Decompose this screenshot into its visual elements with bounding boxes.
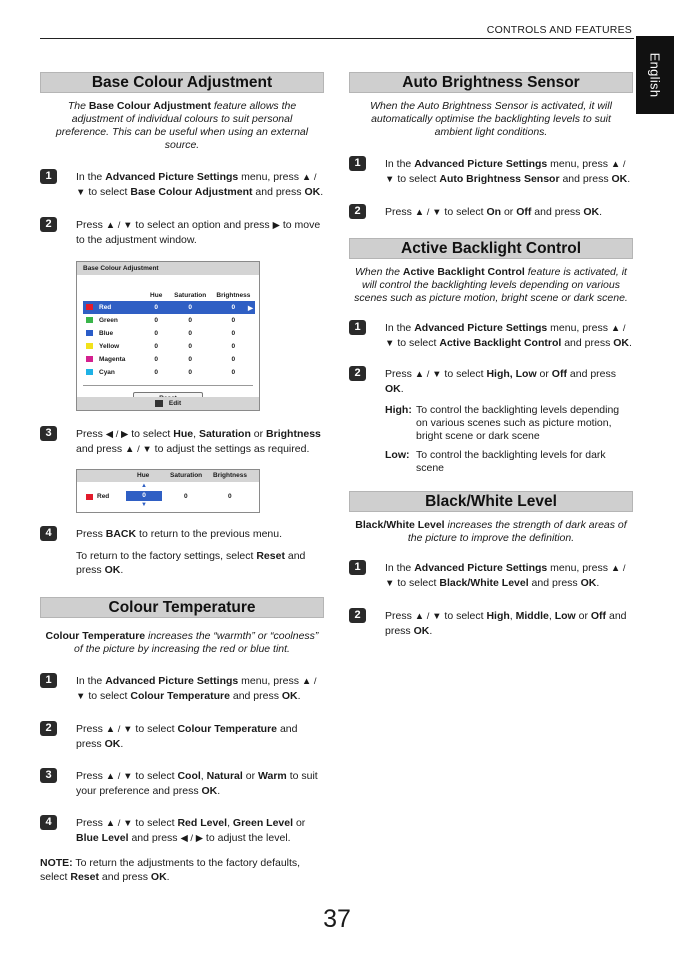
- step-bold: OK: [104, 738, 121, 750]
- edit-key-icon: [155, 400, 163, 407]
- step-bold: OK: [611, 173, 628, 185]
- step-text: In the: [385, 562, 415, 574]
- step-text: In the: [76, 675, 106, 687]
- step-text: Press: [76, 723, 106, 735]
- step-text: .: [320, 186, 324, 198]
- step-text: In the: [385, 322, 415, 334]
- adjustment-screen: [76, 469, 260, 513]
- hue-value-box[interactable]: 0: [126, 491, 162, 501]
- step-bold: OK: [583, 206, 600, 218]
- up-down-arrows-icon: ▲ / ▼: [125, 444, 152, 455]
- intro-text: increases the strength of dark areas of the picture to improve the definition.: [407, 519, 627, 544]
- step-text: and press: [531, 206, 584, 218]
- step-number: 1: [349, 560, 366, 575]
- colour-temp-title: Colour Temperature: [40, 597, 324, 618]
- step-number: 4: [40, 815, 57, 830]
- up-down-arrows-icon: ▲ / ▼: [105, 724, 133, 735]
- step-bold: Active Backlight Control: [439, 337, 562, 349]
- bw-level-step-2: [349, 609, 633, 638]
- active-backlight-step-2: [349, 367, 633, 475]
- step-bold: Blue Level: [76, 832, 129, 844]
- colour-table: [83, 289, 255, 379]
- step-text: ,: [227, 817, 233, 829]
- step-bold: Saturation: [198, 428, 251, 440]
- colour-temp-step-2: [40, 722, 324, 751]
- up-down-arrows-icon: ▲ / ▼: [385, 159, 626, 185]
- step-bold: OK: [385, 383, 401, 395]
- intro-text: feature is activated, it will control the backlighting levels depending on various scenes such as picture motion, bright scene or dark scene.: [354, 266, 628, 304]
- divider: [83, 385, 253, 386]
- table-row[interactable]: [83, 327, 255, 340]
- up-down-arrows-icon: ▲ / ▼: [385, 563, 626, 589]
- base-colour-menu-screen: [76, 261, 260, 411]
- step-number: 1: [349, 156, 366, 171]
- step-bold: Red Level: [177, 817, 228, 829]
- brightness-value: 0: [231, 369, 236, 376]
- step-text: Press: [76, 428, 106, 440]
- colour-temp-step-4: [40, 816, 324, 846]
- table-row[interactable]: [83, 353, 255, 366]
- step-text: or: [501, 206, 517, 218]
- base-colour-title: Base Colour Adjustment: [40, 72, 324, 93]
- step-bold: Advanced Picture Settings: [105, 675, 239, 687]
- step-text: ,: [548, 610, 555, 622]
- step-text: ,: [509, 610, 516, 622]
- saturation-value: 0: [188, 330, 192, 337]
- saturation-value: 0: [188, 343, 192, 350]
- base-colour-step-4: [40, 527, 324, 577]
- base-colour-intro: [44, 100, 320, 152]
- low-definition: [385, 449, 633, 475]
- magenta-swatch: [86, 356, 93, 362]
- step-text: Press: [76, 770, 106, 782]
- step-bold: BACK: [105, 528, 137, 540]
- reset-note: [76, 549, 324, 577]
- step-text: to select: [132, 817, 178, 829]
- step-bold: Advanced Picture Settings: [414, 158, 548, 170]
- auto-brightness-intro: When the Auto Brightness Sensor is activated, it will automatically optimise the backlighting levels to suit ambient light conditions.: [370, 100, 612, 138]
- table-header: [83, 289, 255, 301]
- step-text: and press: [76, 723, 298, 750]
- table-row[interactable]: [83, 340, 255, 353]
- hue-value: 0: [154, 317, 158, 324]
- note-text: To return the adjustments to the factory defaults, select: [40, 857, 301, 883]
- step-text: and press: [252, 186, 305, 198]
- left-right-arrows-icon: ◀ / ▶: [180, 833, 204, 844]
- adjustment-row: [77, 482, 259, 512]
- high-description: To control the backlighting levels depending on various scenes such as picture motion, bright scene or dark scene: [416, 404, 620, 442]
- step-text: .: [120, 564, 124, 576]
- up-down-arrows-icon: ▲ / ▼: [385, 323, 626, 349]
- step-text: to select an option and press: [132, 219, 273, 231]
- up-down-arrows-icon: ▲ / ▼: [105, 818, 133, 829]
- up-down-arrows-icon: ▲ / ▼: [414, 369, 442, 380]
- step-text: .: [297, 690, 301, 702]
- step-text: to select: [394, 577, 440, 589]
- step-bold: On: [486, 206, 502, 218]
- step-bold: Off: [590, 610, 607, 622]
- step-text: to move to the adjustment window.: [76, 219, 321, 246]
- step-bold: Low: [554, 610, 576, 622]
- bw-level-title: Black/White Level: [349, 491, 633, 512]
- step-text: to return to the previous menu.: [136, 528, 283, 540]
- up-arrow-icon[interactable]: ▲: [141, 483, 147, 489]
- edit-label: Edit: [168, 400, 182, 407]
- step-text: to adjust the level.: [203, 832, 291, 844]
- step-bold: Natural: [206, 770, 243, 782]
- intro-bold: Black/White Level: [355, 519, 445, 531]
- step-number: 3: [40, 768, 57, 783]
- adjustment-header: [77, 470, 259, 482]
- red-swatch: [86, 494, 93, 500]
- step-text: and press: [561, 337, 614, 349]
- step-text: to select: [132, 770, 178, 782]
- intro-text: When the: [355, 266, 403, 278]
- step-text: In the: [385, 158, 415, 170]
- intro-bold: Colour Temperature: [45, 630, 146, 642]
- step-text: ,: [200, 770, 207, 782]
- step-text: .: [627, 173, 631, 185]
- step-bold: OK: [613, 337, 629, 349]
- step-text: to suit your preference and press: [76, 770, 318, 797]
- saturation-value: 0: [184, 493, 188, 500]
- step-text: Press: [76, 219, 106, 231]
- table-row[interactable]: [83, 314, 255, 327]
- step-bold: Brightness: [266, 428, 321, 440]
- step-text: or: [575, 610, 591, 622]
- step-text: and press: [229, 690, 282, 702]
- note-text: and press: [98, 871, 151, 883]
- col-saturation: Saturation: [170, 472, 203, 479]
- step-text: .: [629, 337, 632, 349]
- step-bold: Green Level: [232, 817, 294, 829]
- blue-swatch: [86, 330, 93, 336]
- step-bold: OK: [201, 785, 218, 797]
- intro-bold: Base Colour Adjustment: [88, 100, 211, 112]
- intro-text: The: [67, 100, 89, 112]
- screen-footer: [77, 397, 259, 410]
- low-description: To control the backlighting levels for dark scene: [416, 449, 606, 474]
- step-bold: Black/White Level: [439, 577, 529, 589]
- language-tab: [636, 36, 674, 114]
- cyan-swatch: [86, 369, 93, 375]
- step-bold: High, Low: [486, 368, 537, 380]
- step-bold: Colour Temperature: [130, 690, 230, 702]
- step-text: to select: [85, 186, 131, 198]
- col-hue: Hue: [150, 291, 163, 299]
- step-number: 1: [349, 320, 366, 335]
- step-text: or: [536, 368, 552, 380]
- step-text: In the: [76, 171, 106, 183]
- step-text: to select: [85, 690, 131, 702]
- step-number: 3: [40, 426, 57, 441]
- hue-value: 0: [144, 301, 169, 314]
- step-text: and press: [528, 577, 581, 589]
- step-text: menu, press: [547, 158, 611, 170]
- active-backlight-intro: [353, 266, 629, 305]
- up-down-arrows-icon: ▲ / ▼: [414, 207, 442, 218]
- hue-value: 0: [154, 356, 158, 363]
- step-text: to select: [128, 428, 174, 440]
- step-text: Press: [385, 368, 415, 380]
- auto-brightness-title: Auto Brightness Sensor: [349, 72, 633, 93]
- up-down-arrows-icon: ▲ / ▼: [76, 172, 317, 198]
- colour-temp-note: [40, 856, 324, 884]
- row-label: Red: [97, 493, 110, 500]
- bw-level-intro: [353, 519, 629, 545]
- step-text: .: [596, 577, 600, 589]
- step-bold: Hue: [173, 428, 194, 440]
- colour-temp-step-3: [40, 769, 324, 798]
- step-bold: OK: [580, 577, 597, 589]
- yellow-swatch: [86, 343, 93, 349]
- step-text: .: [429, 625, 433, 637]
- step-number: 2: [349, 366, 366, 381]
- step-number: 1: [40, 169, 57, 184]
- step-text: menu, press: [547, 562, 611, 574]
- step-text: To return to the factory settings, select: [76, 550, 257, 562]
- col-brightness: Brightness: [216, 291, 251, 299]
- step-text: Press: [385, 610, 415, 622]
- row-label: Magenta: [99, 356, 126, 363]
- base-colour-step-2: [40, 218, 324, 247]
- hue-value: 0: [154, 330, 158, 337]
- step-text: or: [250, 428, 267, 440]
- brightness-value: 0: [231, 317, 236, 324]
- step-text: menu, press: [238, 675, 302, 687]
- up-down-arrows-icon: ▲ / ▼: [414, 611, 442, 622]
- step-text: .: [217, 785, 221, 797]
- saturation-value: 0: [188, 317, 192, 324]
- brightness-value: 0: [231, 356, 236, 363]
- step-number: 1: [40, 673, 57, 688]
- up-down-arrows-icon: ▲ / ▼: [105, 771, 133, 782]
- note-bold: Reset: [70, 871, 99, 883]
- colour-temp-step-1: [40, 674, 324, 704]
- active-backlight-step-1: [349, 321, 633, 351]
- low-term: Low:: [385, 449, 410, 461]
- step-text: and press: [76, 550, 306, 576]
- base-colour-step-1: [40, 170, 324, 200]
- step-text: to select: [132, 723, 178, 735]
- green-swatch: [86, 317, 93, 323]
- step-bold: Advanced Picture Settings: [414, 562, 548, 574]
- step-text: .: [599, 206, 603, 218]
- base-colour-step-3: [40, 427, 324, 457]
- screen-title: Base Colour Adjustment: [77, 262, 259, 275]
- step-bold: Colour Temperature: [177, 723, 278, 735]
- step-text: and press: [76, 443, 126, 455]
- step-text: ,: [193, 428, 199, 440]
- page-number: 37: [323, 905, 351, 933]
- intro-text: increases the “warmth” or “coolness” of the picture by increasing the red or blue tint.: [74, 630, 319, 655]
- row-label: Red: [99, 304, 112, 311]
- step-bold: Off: [516, 206, 532, 218]
- step-bold: Middle: [515, 610, 549, 622]
- step-bold: OK: [104, 564, 121, 576]
- running-header: CONTROLS AND FEATURES: [486, 24, 632, 36]
- step-number: 2: [349, 608, 366, 623]
- step-text: to select: [441, 610, 487, 622]
- right-column: [349, 72, 633, 638]
- active-backlight-title: Active Backlight Control: [349, 238, 633, 259]
- saturation-value: 0: [188, 356, 192, 363]
- step-text: to select: [441, 368, 487, 380]
- step-number: 4: [40, 526, 57, 541]
- step-bold: Advanced Picture Settings: [105, 171, 239, 183]
- down-arrow-icon[interactable]: ▼: [141, 502, 147, 508]
- left-column: [40, 72, 324, 884]
- hue-value: 0: [154, 343, 158, 350]
- col-hue: Hue: [137, 472, 150, 479]
- step-text: Press: [76, 817, 106, 829]
- table-row[interactable]: [83, 366, 255, 379]
- row-label: Cyan: [99, 369, 115, 376]
- step-text: to select: [394, 337, 440, 349]
- step-text: to select: [441, 206, 487, 218]
- step-bold: Warm: [257, 770, 287, 782]
- auto-brightness-step-1: [349, 157, 633, 187]
- step-text: or: [242, 770, 258, 782]
- table-row[interactable]: [83, 301, 255, 314]
- step-bold: OK: [281, 690, 298, 702]
- saturation-value: 0: [169, 301, 212, 314]
- red-swatch: [86, 304, 93, 310]
- high-term: High:: [385, 404, 412, 416]
- saturation-value: 0: [188, 369, 192, 376]
- step-bold: Cool: [177, 770, 201, 782]
- step-text: .: [400, 383, 404, 395]
- auto-brightness-step-2: [349, 205, 633, 220]
- step-text: Press: [76, 528, 106, 540]
- step-text: or: [293, 817, 306, 829]
- intro-bold: Active Backlight Control: [402, 266, 525, 278]
- step-bold: OK: [304, 186, 321, 198]
- header-rule: [40, 38, 634, 39]
- step-text: .: [120, 738, 124, 750]
- step-text: Press: [385, 206, 415, 218]
- step-text: menu, press: [238, 171, 302, 183]
- step-bold: Base Colour Adjustment: [130, 186, 253, 198]
- step-text: and press: [128, 832, 181, 844]
- colour-temp-intro: [44, 630, 320, 656]
- step-number: 2: [40, 217, 57, 232]
- right-arrow-icon: ▶: [248, 305, 253, 312]
- row-label: Blue: [99, 330, 114, 337]
- step-text: and press: [385, 610, 627, 637]
- step-text: and press: [566, 368, 616, 380]
- row-label: Green: [99, 317, 118, 324]
- step-bold: Reset: [256, 550, 285, 562]
- step-text: menu, press: [547, 322, 611, 334]
- note-text: .: [166, 871, 170, 883]
- note-label: NOTE:: [40, 857, 73, 869]
- step-text: to adjust the settings as required.: [151, 443, 310, 455]
- high-definition: [385, 404, 633, 443]
- left-right-arrows-icon: ◀ / ▶: [105, 429, 129, 440]
- step-number: 2: [40, 721, 57, 736]
- intro-text: feature allows the adjustment of individual colours to suit personal preference. This can be useful when using an external source.: [55, 100, 309, 151]
- step-bold: Off: [551, 368, 567, 380]
- row-label: Yellow: [99, 343, 120, 350]
- right-arrow-icon: ▶: [272, 220, 280, 231]
- col-brightness: Brightness: [213, 472, 247, 479]
- up-down-arrows-icon: ▲ / ▼: [76, 676, 317, 702]
- brightness-value: 0: [231, 343, 236, 350]
- step-number: 2: [349, 204, 366, 219]
- up-down-arrows-icon: ▲ / ▼: [105, 220, 133, 231]
- step-bold: OK: [413, 625, 430, 637]
- step-text: to select: [394, 173, 440, 185]
- brightness-value: 0: [231, 330, 236, 337]
- note-bold: OK: [150, 871, 167, 883]
- step-bold: High: [486, 610, 510, 622]
- bw-level-step-1: [349, 561, 633, 591]
- brightness-value: 0: [228, 493, 232, 500]
- hue-value: 0: [154, 369, 158, 376]
- brightness-value: 0: [231, 304, 236, 311]
- col-saturation: Saturation: [174, 291, 207, 299]
- step-bold: Auto Brightness Sensor: [439, 173, 560, 185]
- step-bold: Advanced Picture Settings: [414, 322, 548, 334]
- step-text: and press: [559, 173, 612, 185]
- language-label: English: [647, 52, 663, 98]
